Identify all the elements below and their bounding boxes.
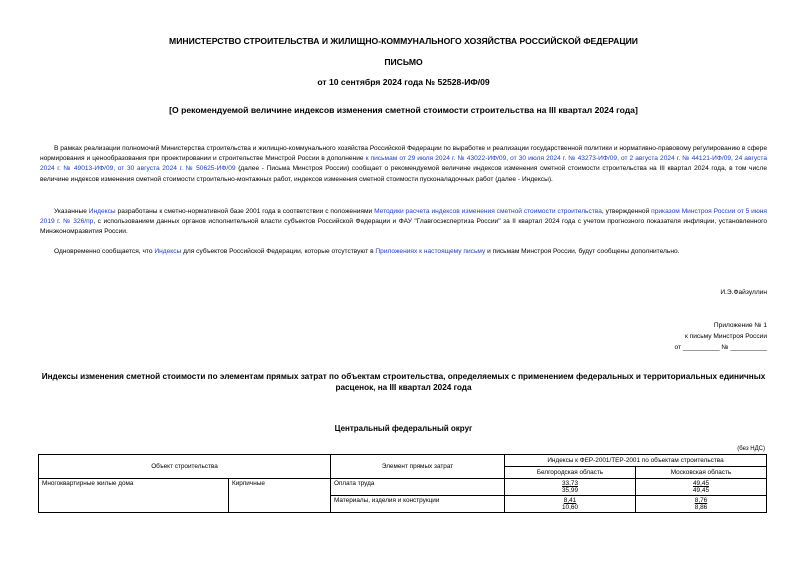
paragraph-text: Одновременно сообщается, что [54,248,155,255]
order-link[interactable]: приказом Минстроя России от 5 июня 2019 г. № 326/пр [40,208,767,226]
value-cell [505,479,636,496]
value-top: 49,45 [693,480,709,487]
paragraph-text: Указанные [54,208,89,215]
ministry-title: МИНИСТЕРСТВО СТРОИТЕЛЬСТВА И ЖИЛИЩНО-КОММУНАЛЬНОГО ХОЗЯЙСТВА РОССИЙСКОЙ ФЕДЕРАЦИИ [169,36,638,46]
appendix-ref: к письму Минстроя России [684,333,767,340]
element-cell: Материалы, изделия и конструкции [331,496,505,513]
unit-note: (без НДС) [737,446,765,452]
indices-table [38,454,767,513]
paragraph-text: В рамках реализации полномочий Министерства строительства и жилищно-коммунального хозяйства Российской Федерации по выработке и реализации государственной политики и нормативно-правовому регулированию в сфере нормирования и ценообразования при проектировании и строительстве Минстрой России в дополнение [40,145,767,163]
paragraph-text: разработаны к сметно-нормативной базе 2001 года в соответствии с положениями [115,208,375,215]
table-title: Индексы изменения сметной стоимости по элементам прямых затрат по объектам строительства, определяемых с применением федеральных и территориальных единичных расценок, на III квартал 2024 года [41,372,766,392]
value-top: 8,76 [694,497,708,504]
doc-type: ПИСЬМО [384,57,423,67]
value-bottom: 10,60 [562,504,578,511]
signature: И.Э.Файзуллин [720,289,767,296]
value-bottom: 35,99 [562,487,578,494]
appendix-date: от __________ № __________ [674,344,767,351]
header-element: Элемент прямых затрат [331,455,505,479]
value-cell [505,496,636,513]
methodology-link[interactable]: Методики расчета индексов изменения сметной стоимости строительства [374,208,602,215]
paragraph-text: для субъектов Российской Федерации, которые отсутствуют в [181,248,376,255]
paragraph-text: , утвержденной [601,208,652,215]
district-title: Центральный федеральный округ [334,424,473,433]
doc-date-number: от 10 сентября 2024 года № 52528-ИФ/09 [317,77,490,87]
element-cell: Оплата труда [331,479,505,496]
paragraph-1 [40,144,767,185]
subtype-cell: Кирпичные [229,479,331,513]
value-bottom: 8,86 [694,504,708,511]
header-indices: Индексы к ФЕР-2001/ТЕР-2001 по объектам строительства [505,455,767,467]
appendix-header [675,320,767,353]
doc-subject: [О рекомендуемой величине индексов изменения сметной стоимости строительства на III квартал 2024 года] [169,105,638,115]
value-cell [636,479,767,496]
letters-link[interactable]: к письмам от 29 июля 2024 г. № 43022-ИФ/09, от 30 июля 2024 г. № 43273-ИФ/09, от 2 августа 2024 г. № 44121-ИФ/09, 24 августа 2024 г. № 49013-ИФ/09, от 30 августа 2024 г. № 50625-ИФ/09 [40,155,768,173]
table-row [39,479,767,496]
paragraph-3 [40,247,767,257]
paragraph-2 [40,207,767,238]
appendix-number: Приложение № 1 [713,322,767,329]
header-object: Объект строительства [39,455,331,479]
paragraph-text: (далее - Письма Минстроя России) сообщает о рекомендуемой величине индексов изменения сметной стоимости строительства на III квартал 2024 года, в том числе величине индексов изменения сметной стоимости строительно-монтажных работ, индексов изменения сметной стоимости пусконаладочных работ (далее - Индексы). [40,165,767,183]
value-top: 8,41 [563,497,577,504]
paragraph-text: , с использованием данных органов исполнительной власти субъектов Российской Федерации и ФАУ "Главгосэкспертиза России" за II квартал 2024 года с учетом прогнозного показателя инфляции, установленного Минэкономразвития России. [40,218,767,236]
object-cell: Многоквартирные жилые дома [39,479,229,513]
paragraph-text: и письмам Минстроя России, будут сообщены дополнительно. [485,248,680,255]
header-region: Московская область [636,467,767,479]
appendices-link[interactable]: Приложениях к настоящему письму [375,248,486,255]
header-region: Белгородская область [505,467,636,479]
indices-link[interactable]: Индексы [154,248,182,255]
indices-link[interactable]: Индексы [88,208,116,215]
value-cell [636,496,767,513]
table-header-row [39,455,767,467]
value-bottom: 49,45 [693,487,709,494]
value-top: 33,73 [562,480,578,487]
